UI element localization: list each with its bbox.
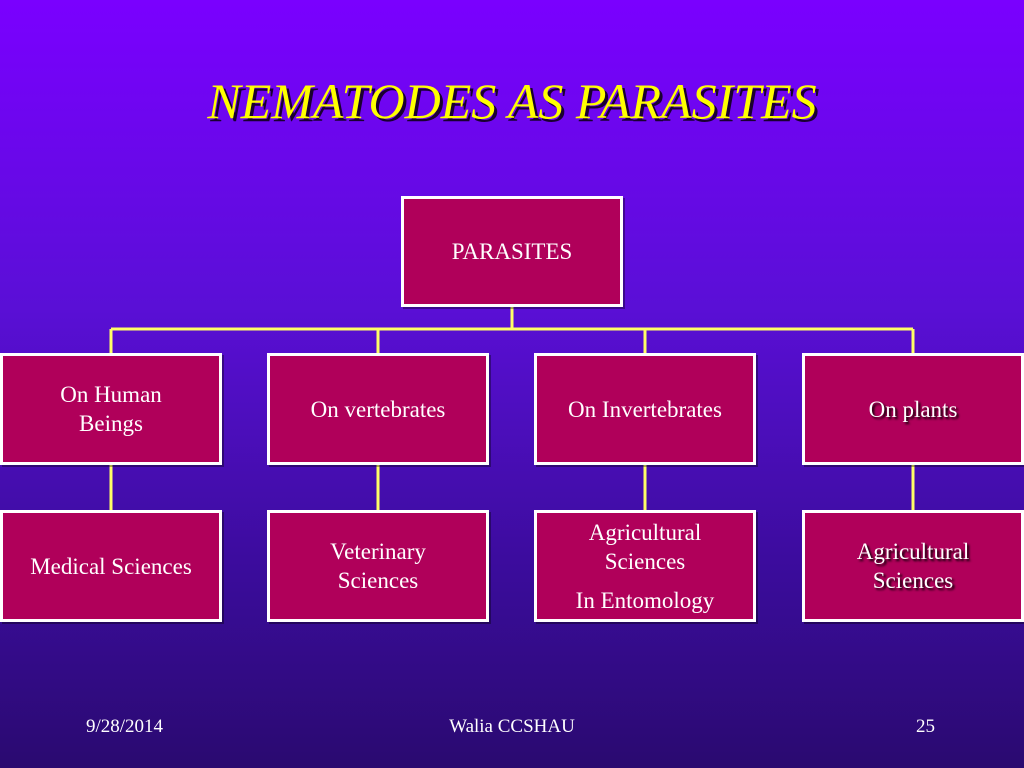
root-node-parasites bbox=[401, 196, 623, 307]
footer-date: 9/28/2014 bbox=[86, 716, 164, 737]
node-label-line: Agricultural bbox=[856, 539, 970, 564]
node-label-extra: In Entomology bbox=[575, 587, 715, 613]
node-label-line: On vertebrates bbox=[310, 396, 446, 422]
node-medical-sciences bbox=[0, 510, 222, 622]
node-label-line: On plants bbox=[868, 396, 958, 422]
footer-page-number: 25 bbox=[916, 716, 935, 737]
node-label-line: On Human bbox=[60, 382, 162, 407]
node-on-plants bbox=[802, 353, 1024, 465]
node-label-line: Sciences bbox=[337, 568, 419, 593]
node-label-line: Veterinary bbox=[330, 539, 426, 564]
node-label-line: On Invertebrates bbox=[568, 396, 722, 422]
node-agricultural-sciences-entomology bbox=[534, 510, 756, 622]
node-on-human-beings bbox=[0, 353, 222, 465]
node-agricultural-sciences-plants bbox=[802, 510, 1024, 622]
node-on-invertebrates bbox=[534, 353, 756, 465]
node-label-line: Sciences bbox=[604, 548, 686, 574]
node-label-line: Sciences bbox=[872, 568, 954, 593]
slide-title: NEMATODES AS PARASITES bbox=[207, 73, 817, 129]
footer-author: Walia CCSHAU bbox=[449, 716, 575, 737]
node-label-line: Beings bbox=[79, 411, 143, 436]
node-on-vertebrates bbox=[267, 353, 489, 465]
node-label-line: Agricultural bbox=[588, 519, 702, 545]
node-veterinary-sciences bbox=[267, 510, 489, 622]
root-node-label: PARASITES bbox=[451, 239, 573, 264]
node-label-line: Medical Sciences bbox=[30, 553, 192, 579]
